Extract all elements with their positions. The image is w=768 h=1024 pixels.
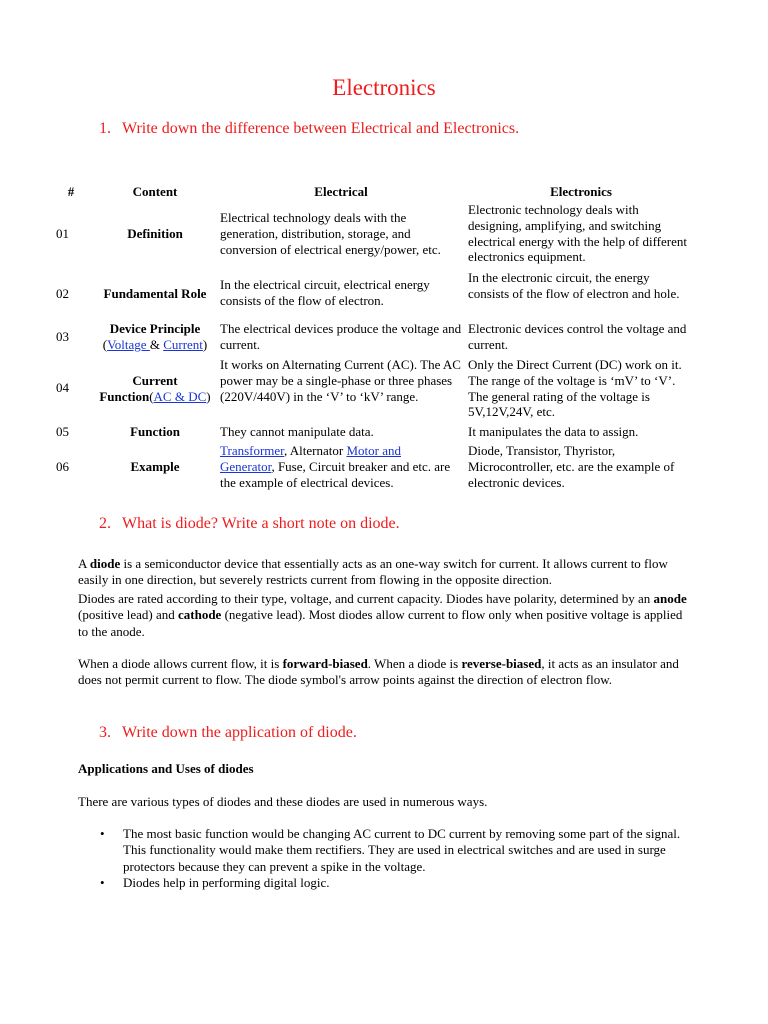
row-electrical: In the electrical circuit, electrical energy consists of the flow of electron. [220,277,430,308]
row-electronics: It manipulates the data to assign. [468,424,639,439]
row-electrical: It works on Alternating Current (AC). The AC power may be a single-phase or three phases (220V/440V) in the ‘V’ to ‘kV’ range. [220,357,461,404]
table-header-number: # [67,184,75,199]
row-electronics: In the electronic circuit, the energy consists of the flow of electron and hole. [468,270,680,301]
row-electronics: Electronic technology deals with designing, amplifying, and switching electrical energy with the help of different electronics equipment. [468,202,687,265]
row-electrical: They cannot manipulate data. [220,424,374,439]
row-electrical-text: , Fuse, Circuit breaker and etc. are the example of electrical devices. [220,458,451,490]
bold-term: reverse-biased [461,656,542,671]
paren-close: ) [202,336,208,352]
list-item [78,875,690,891]
row-electrical [220,443,452,490]
motor-generator-link[interactable]: Motor and Generator [220,443,401,474]
list-item [78,826,690,875]
row-content: Definition [127,226,183,241]
bullet-icon: • [100,874,105,890]
question-2-heading [99,514,400,534]
bold-term: forward-biased [282,656,368,671]
ampersand: & [149,336,164,352]
page-title: Electronics [332,75,436,100]
applications-intro: There are various types of diodes and these diodes are used in numerous ways. [78,794,488,809]
row-content: Function [130,424,180,439]
question-text: Write down the application of diode. [122,724,357,741]
row-content-sub [103,337,208,352]
text: (negative lead). Most diodes allow current to flow only when positive voltage is applied to the anode. [78,607,683,639]
bold-term: cathode [178,607,222,623]
bullet-icon: • [100,826,105,841]
row-content: Example [130,459,180,474]
ac-dc-link[interactable]: AC & DC [153,388,207,404]
question-number: 2. [99,515,111,532]
text: When a diode allows current flow, it is [78,656,283,671]
row-content [94,373,216,405]
question-3-heading [99,723,357,743]
row-content-sub: Function [99,388,150,404]
row-content: Fundamental Role [103,286,207,301]
list-item-text: Diodes help in performing digital logic. [123,874,330,890]
text: Diodes are rated according to their type, voltage, and current capacity. Diodes have polarity, determined by an [78,591,654,606]
question-1-heading [99,119,519,139]
question-number: 1. [99,120,111,137]
row-electronics: Diode, Transistor, Thyristor, Microcontroller, etc. are the example of electronic devices. [468,443,675,490]
row-content-main: Device Principle [109,321,201,336]
text: is a semiconductor device that essentially acts as an one-way switch for current. It allows current to flow easily in one direction, but severely restricts current from flowing in the opposite direction. [78,556,668,588]
table-header-electrical: Electrical [314,184,368,199]
question-text: What is diode? Write a short note on diode. [122,515,400,532]
row-content [94,321,216,353]
question-number: 3. [99,724,111,741]
row-electronics: Only the Direct Current (DC) work on it. The range of the voltage is ‘mV’ to ‘V’. The general rating of the voltage is 5V,12V,24V, etc. [468,357,682,420]
diode-bias-paragraph [78,656,690,689]
row-electronics: Electronic devices control the voltage and current. [468,321,687,352]
row-content-main: Current [132,373,178,388]
diode-polarity-paragraph [78,591,690,640]
table-header-content: Content [132,184,178,199]
table-header-electronics: Electronics [550,184,612,199]
row-electrical: The electrical devices produce the voltage and current. [220,321,462,352]
row-number: 05 [56,424,69,439]
text: A [78,556,90,571]
paren-open: ( [102,336,108,352]
question-text: Write down the difference between Electrical and Electronics. [122,120,520,137]
text: , it acts as an insulator and does not permit current to flow. The diode symbol's arrow points against the direction of electron flow. [78,656,679,688]
voltage-link[interactable]: Voltage [107,336,150,352]
row-number: 02 [56,286,69,301]
applications-heading: Applications and Uses of diodes [78,761,254,776]
row-number: 01 [56,226,69,241]
diode-definition-paragraph [78,556,690,589]
list-item-text: The most basic function would be changing AC current to DC current by removing some part of the signal. This functionality would make them rectifiers. They are used in electrical switches and are used in surge protectors because they can prevent a spike in the voltage. [123,826,681,874]
row-electrical-text: , Alternator [284,443,347,458]
paren-close: ) [206,388,211,404]
applications-list [78,826,690,891]
current-link[interactable]: Current [163,336,203,352]
text: . When a diode is [367,656,462,671]
row-number: 03 [56,329,69,344]
row-number: 06 [56,459,69,474]
paren-open: ( [149,388,154,404]
text: (positive lead) and [78,607,178,623]
bold-term: diode [89,556,121,571]
transformer-link[interactable]: Transformer [220,443,284,458]
row-electrical: Electrical technology deals with the generation, distribution, storage, and conversion of electrical energy/power, etc. [220,210,441,257]
bold-term: anode [653,591,687,606]
row-number: 04 [56,380,69,395]
